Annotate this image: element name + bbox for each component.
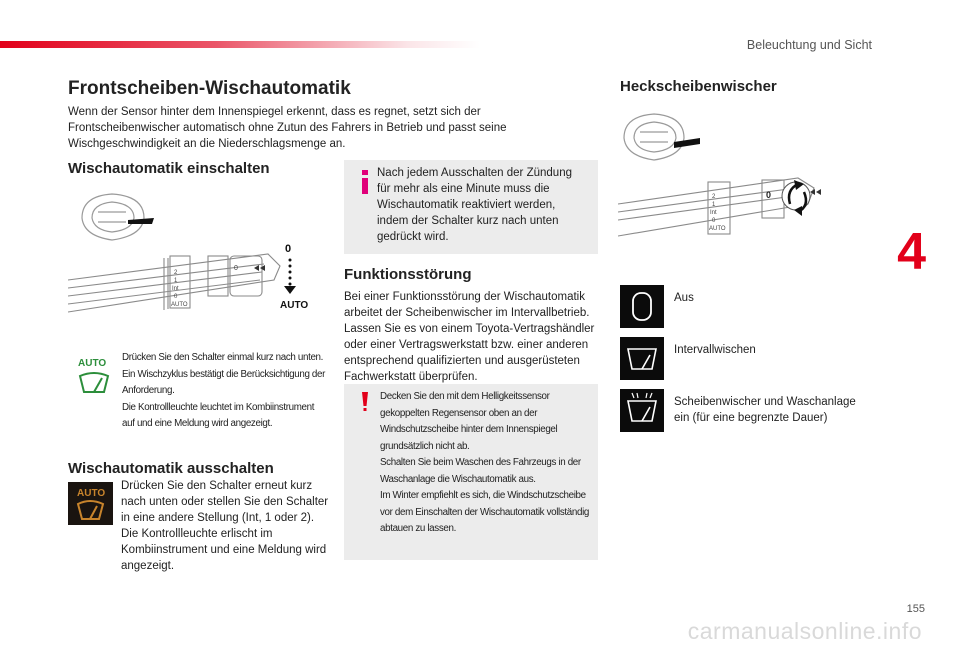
- svg-text:Int: Int: [710, 210, 717, 216]
- wiper-wash-icon: [620, 389, 664, 432]
- section-title: Beleuchtung und Sicht: [746, 38, 872, 52]
- svg-text:1: 1: [174, 278, 178, 284]
- info-icon: [358, 170, 372, 194]
- svg-text:Int: Int: [172, 286, 179, 292]
- auto-wiper-icon: [76, 356, 112, 396]
- svg-text:0: 0: [766, 190, 772, 200]
- svg-text:1: 1: [712, 202, 716, 208]
- svg-text:2: 2: [712, 194, 716, 200]
- rear-wiper-stalk-illustration: [618, 108, 828, 243]
- malfunction-text: Bei einer Funktionsstörung der Wischautomatik arbeitet der Scheibenwischer im Intervallbetrieb. Lassen Sie es von einem Toyota-Vertragshändler oder einer Vertragswerkstatt bzw. einer anderen entsprechend qualifizierten und ausgerüsteten Fachwerkstatt überprüfen.: [344, 291, 595, 383]
- info-box: [344, 160, 598, 254]
- intro-paragraph: Wenn der Sensor hinter dem Innenspiegel erkennt, dass es regnet, setzt sich der Frontscheibenwischer automatisch ohne Zutun des Fahrers in Betrieb und passt seine Wischgeschwindigkeit an die Niederschlagsmenge an.: [68, 106, 507, 150]
- svg-text:AUTO: AUTO: [78, 358, 107, 369]
- warning-icon: [361, 392, 369, 412]
- rear-mode-off-label: Aus: [674, 292, 694, 304]
- deactivate-instructions: Drücken Sie den Schalter erneut kurz nach unten oder stellen Sie den Schalter in eine andere Stellung (Int, 1 oder 2). Die Kontrollleuchte erlischt im Kombiinstrument und eine Meldung wird angezeigt.: [121, 480, 329, 572]
- svg-text:AUTO: AUTO: [171, 302, 188, 308]
- svg-text:AUTO: AUTO: [77, 488, 106, 499]
- svg-text:AUTO: AUTO: [709, 226, 726, 232]
- svg-text:0: 0: [712, 218, 716, 224]
- deactivate-heading: Wischautomatik ausschalten: [68, 460, 274, 477]
- wiper-interval-icon: [620, 337, 664, 380]
- activate-heading: Wischautomatik einschalten: [68, 160, 270, 177]
- watermark: carmanualsonline.info: [687, 618, 922, 644]
- svg-text:AUTO: AUTO: [280, 300, 309, 311]
- page-number: 155: [906, 603, 925, 615]
- svg-text:0: 0: [174, 294, 178, 300]
- header-accent-bar: [0, 41, 480, 48]
- wiper-stalk-illustration: [68, 188, 328, 326]
- activate-instructions: Drücken Sie den Schalter einmal kurz nach unten. Ein Wischzyklus bestätigt die Berücksichtigung der Anforderung. Die Kontrollleuchte leuchtet im Kombiinstrument auf und eine Meldung wird angezeigt.: [122, 352, 326, 429]
- wiper-off-icon: [620, 285, 664, 328]
- chapter-number: 4: [897, 223, 926, 281]
- info-text: Nach jedem Ausschalten der Zündung für mehr als eine Minute muss die Wischautomatik reaktiviert werden, indem der Schalter kurz nach unten gedrückt wird.: [377, 167, 572, 243]
- page-title: Frontscheiben-Wischautomatik: [68, 78, 351, 99]
- svg-text:2: 2: [174, 270, 178, 276]
- svg-text:0: 0: [234, 265, 238, 272]
- rear-mode-interval-label: Intervallwischen: [674, 344, 756, 356]
- warning-text: Decken Sie den mit dem Helligkeitssensor gekoppelten Regensensor oben an der Windschutzscheibe hinter dem Innenspiegel grundsätzlich nicht ab. Schalten Sie beim Waschen des Fahrzeugs in der Waschanlage die Wischautomatik aus. Im Winter empfiehlt es sich, die Windschutzscheibe vor dem Einschalten der Wischautomatik vollständig abtauen zu lassen.: [380, 391, 590, 534]
- auto-warning-lamp-icon: [68, 482, 113, 525]
- rear-wiper-heading: Heckscheibenwischer: [620, 78, 777, 95]
- rear-mode-wash-label: Scheibenwischer und Waschanlage ein (für eine begrenzte Dauer): [674, 396, 856, 424]
- svg-text:0: 0: [285, 243, 292, 255]
- malfunction-heading: Funktionsstörung: [344, 266, 472, 283]
- warning-box: [344, 384, 598, 560]
